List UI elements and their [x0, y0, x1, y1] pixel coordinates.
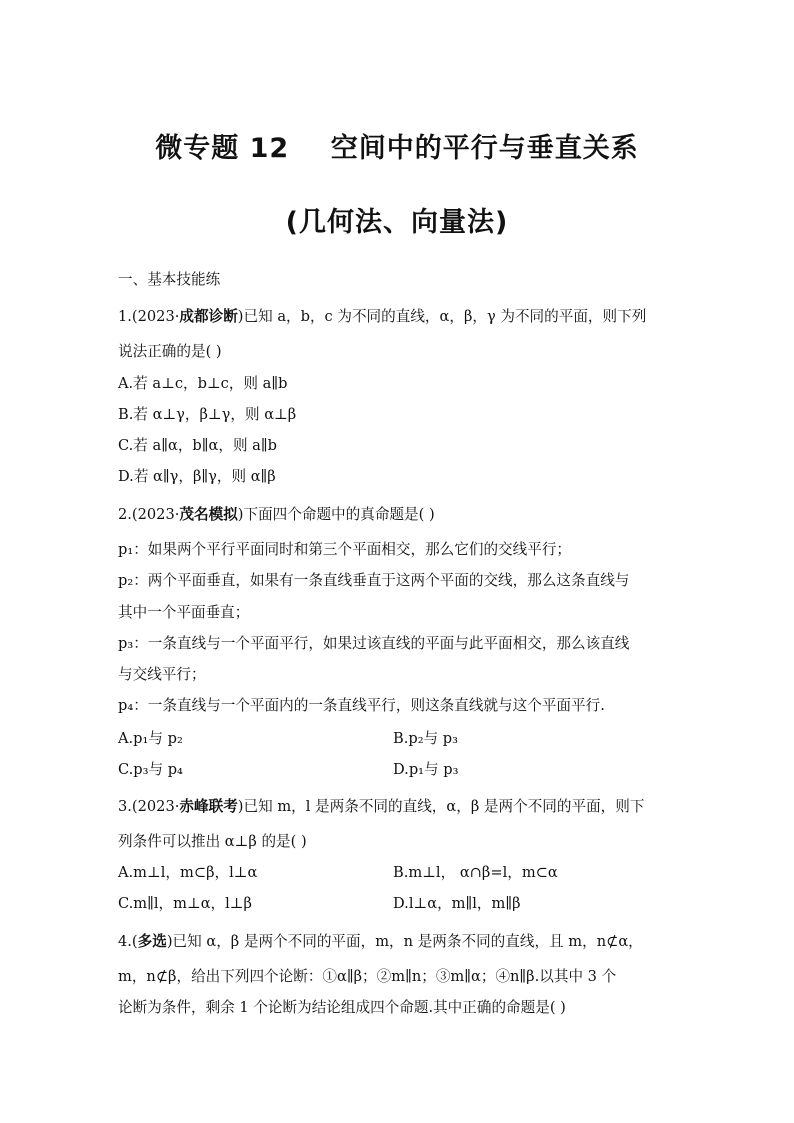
q4-tag: 多选 — [137, 933, 167, 950]
q1-option-b: B.若 α⊥γ，β⊥γ，则 α⊥β — [118, 406, 297, 423]
q2-stem-text: )下面四个命题中的真命题是( ) — [237, 506, 435, 523]
q1-number: 1.(2023· — [118, 308, 180, 325]
q3-option-c: C.m∥l，m⊥α，l⊥β — [118, 895, 252, 912]
q3-option-b: B.m⊥l， α∩β=l，m⊂α — [393, 864, 558, 881]
q2-option-b: B.p₂与 p₃ — [393, 730, 458, 747]
q4-stem-line2: m，n⊄β，给出下列四个论断：①α∥β；②m∥n；③m∥α；④n∥β.以其中 3 个 — [118, 968, 617, 985]
q3-stem-line1 — [118, 797, 644, 817]
q4-stem-line3: 论断为条件，剩余 1 个论断为结论组成四个命题.其中正确的命题是( ) — [118, 999, 566, 1016]
page-title: 微专题 12 空间中的平行与垂直关系 — [155, 133, 639, 164]
q2-proposition-p3-line2: 与交线平行； — [118, 666, 206, 683]
q1-option-d: D.若 α∥γ，β∥γ，则 α∥β — [118, 468, 276, 485]
q2-proposition-p2-line2: 其中一个平面垂直； — [118, 604, 250, 621]
page-subtitle: (几何法、向量法) — [285, 207, 509, 238]
q4-number: 4.( — [118, 933, 138, 950]
q1-stem-line1 — [118, 307, 646, 327]
q2-proposition-p2-line1: p₂：两个平面垂直，如果有一条直线垂直于这两个平面的交线，那么这条直线与 — [118, 572, 630, 589]
q2-proposition-p1: p₁：如果两个平行平面同时和第三个平面相交，那么它们的交线平行； — [118, 541, 572, 558]
q3-source: 赤峰联考 — [179, 798, 238, 815]
q2-option-a: A.p₁与 p₂ — [118, 730, 183, 747]
q1-option-a: A.若 a⊥c，b⊥c，则 a∥b — [118, 375, 288, 392]
q3-option-d: D.l⊥α，m∥l，m∥β — [393, 895, 521, 912]
q3-option-a: A.m⊥l，m⊂β，l⊥α — [118, 864, 258, 881]
section-heading: 一、基本技能练 — [118, 271, 221, 288]
q2-option-c: C.p₃与 p₄ — [118, 761, 183, 778]
q3-number: 3.(2023· — [118, 798, 180, 815]
q1-option-c: C.若 a∥α，b∥α，则 a∥b — [118, 437, 277, 454]
q2-proposition-p4: p₄：一条直线与一个平面内的一条直线平行，则这条直线就与这个平面平行. — [118, 697, 605, 714]
q2-stem — [118, 505, 435, 525]
q1-source: 成都诊断 — [179, 308, 238, 325]
q1-stem-text: )已知 a，b，c 为不同的直线，α，β，γ 为不同的平面，则下列 — [237, 308, 647, 325]
q3-stem-text: )已知 m，l 是两条不同的直线，α，β 是两个不同的平面，则下 — [237, 798, 645, 815]
q1-stem-line2: 说法正确的是( ) — [118, 343, 222, 360]
q4-stem-text: )已知 α，β 是两个不同的平面，m，n 是两条不同的直线，且 m，n⊄α， — [166, 933, 643, 950]
q2-proposition-p3-line1: p₃：一条直线与一个平面平行，如果过该直线的平面与此平面相交，那么该直线 — [118, 635, 630, 652]
q2-option-d: D.p₁与 p₃ — [393, 761, 459, 778]
q2-source: 茂名模拟 — [179, 506, 238, 523]
q3-stem-line2: 列条件可以推出 α⊥β 的是( ) — [118, 833, 307, 850]
q4-stem-line1 — [118, 932, 643, 952]
q2-number: 2.(2023· — [118, 506, 180, 523]
